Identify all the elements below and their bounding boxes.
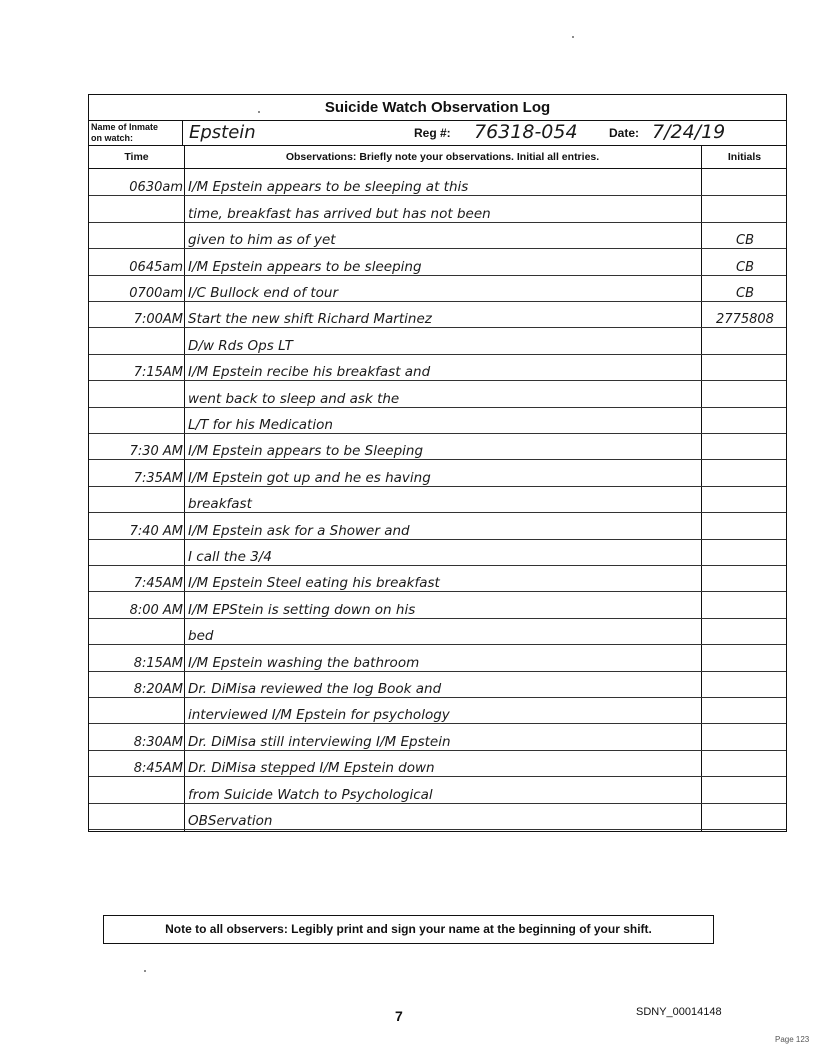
- row-initials: CB: [736, 285, 754, 301]
- log-row: [89, 750, 786, 777]
- inmate-name: Epstein: [189, 122, 256, 143]
- log-row: [89, 222, 786, 249]
- scan-speck: [572, 36, 574, 38]
- log-row: [89, 380, 786, 407]
- log-row: [89, 486, 786, 513]
- row-time: 0630am: [129, 180, 183, 196]
- row-initials: CB: [736, 233, 754, 249]
- row-time: 7:40 AM: [129, 523, 183, 539]
- row-initials: 2775808: [716, 312, 774, 328]
- row-observation: breakfast: [188, 496, 252, 513]
- log-row: [89, 248, 786, 275]
- inmate-label: [91, 121, 183, 145]
- row-observation: interviewed I/M Epstein for psychology: [188, 707, 450, 724]
- row-observation: I/M Epstein appears to be sleeping: [188, 258, 422, 275]
- column-headers: [89, 146, 786, 169]
- log-row: [89, 327, 786, 354]
- row-observation: time, breakfast has arrived but has not been: [188, 205, 491, 222]
- observer-note: Note to all observers: Legibly print and sign your name at the beginning of your shift.: [103, 915, 714, 944]
- row-observation: I/M EPStein is setting down on his: [188, 601, 416, 618]
- row-observation: I/M Epstein appears to be Sleeping: [188, 443, 424, 460]
- scan-speck: [144, 970, 146, 972]
- document-id: SDNY_00014148: [636, 1006, 722, 1018]
- date-value: 7/24/19: [652, 121, 726, 143]
- log-row: [89, 803, 786, 830]
- row-observation: Start the new shift Richard Martinez: [188, 311, 432, 328]
- log-row: [89, 169, 786, 196]
- date-label: Date:: [609, 126, 640, 140]
- log-row: [89, 459, 786, 486]
- row-observation: I/M Epstein recibe his breakfast and: [188, 364, 431, 381]
- scan-speck: [258, 111, 260, 113]
- row-time: 8:45AM: [133, 761, 183, 777]
- row-observation: Dr. DiMisa reviewed the log Book and: [188, 680, 442, 697]
- log-row: [89, 275, 786, 302]
- row-time: 7:35AM: [133, 470, 183, 486]
- log-rows: [89, 169, 786, 831]
- row-observation: Dr. DiMisa stepped I/M Epstein down: [188, 760, 435, 777]
- observation-log-form: [88, 94, 787, 832]
- row-observation: I/M Epstein Steel eating his breakfast: [188, 575, 440, 592]
- row-observation: L/T for his Medication: [188, 416, 333, 433]
- row-time: 0645am: [129, 259, 183, 275]
- log-row: [89, 591, 786, 618]
- log-row: [89, 723, 786, 750]
- row-observation: from Suicide Watch to Psychological: [188, 786, 433, 803]
- row-observation: I/M Epstein appears to be sleeping at this: [188, 179, 469, 196]
- row-observation: I/C Bullock end of tour: [188, 284, 339, 301]
- row-observation: OBServation: [188, 812, 273, 829]
- row-observation: I call the 3/4: [188, 548, 272, 565]
- log-row: [89, 776, 786, 803]
- col-time-header: Time: [89, 146, 185, 168]
- reg-label: Reg #:: [414, 126, 451, 140]
- log-row: [89, 407, 786, 434]
- row-time: 7:45AM: [133, 576, 183, 592]
- row-time: 0700am: [129, 285, 183, 301]
- log-row: [89, 644, 786, 671]
- col-observations-header: Observations: Briefly note your observations. Initial all entries.: [285, 151, 600, 163]
- page-number: 7: [395, 1008, 403, 1024]
- log-row: [89, 565, 786, 592]
- row-time: 8:15AM: [133, 655, 183, 671]
- inmate-label-line2: on watch:: [91, 133, 133, 143]
- row-time: 7:00AM: [133, 312, 183, 328]
- log-row: [89, 671, 786, 698]
- log-row: [89, 512, 786, 539]
- row-observation: I/M Epstein ask for a Shower and: [188, 522, 410, 539]
- log-row: [89, 433, 786, 460]
- row-observation: D/w Rds Ops LT: [188, 337, 293, 354]
- form-title: Suicide Watch Observation Log: [89, 95, 786, 121]
- row-initials: CB: [736, 259, 754, 275]
- row-observation: bed: [188, 628, 214, 645]
- row-observation: given to him as of yet: [188, 232, 336, 249]
- page-reference: Page 123: [775, 1035, 810, 1044]
- row-time: 8:30AM: [133, 734, 183, 750]
- row-time: 8:00 AM: [129, 602, 183, 618]
- row-time: 7:15AM: [133, 365, 183, 381]
- inmate-info-row: [89, 121, 786, 146]
- row-time: 7:30 AM: [129, 444, 183, 460]
- log-row: [89, 195, 786, 222]
- log-row: [89, 539, 786, 566]
- reg-value: 76318-054: [474, 121, 578, 143]
- log-row: [89, 697, 786, 724]
- row-observation: Dr. DiMisa still interviewing I/M Epstein: [188, 733, 451, 750]
- row-time: 8:20AM: [133, 681, 183, 697]
- log-row: [89, 618, 786, 645]
- row-observation: went back to sleep and ask the: [188, 390, 400, 407]
- log-row: [89, 301, 786, 328]
- inmate-label-line1: Name of Inmate: [91, 122, 159, 132]
- col-initials-header: Initials: [701, 146, 787, 168]
- log-row: [89, 354, 786, 381]
- row-observation: I/M Epstein got up and he es having: [188, 469, 431, 486]
- row-observation: I/M Epstein washing the bathroom: [188, 654, 420, 671]
